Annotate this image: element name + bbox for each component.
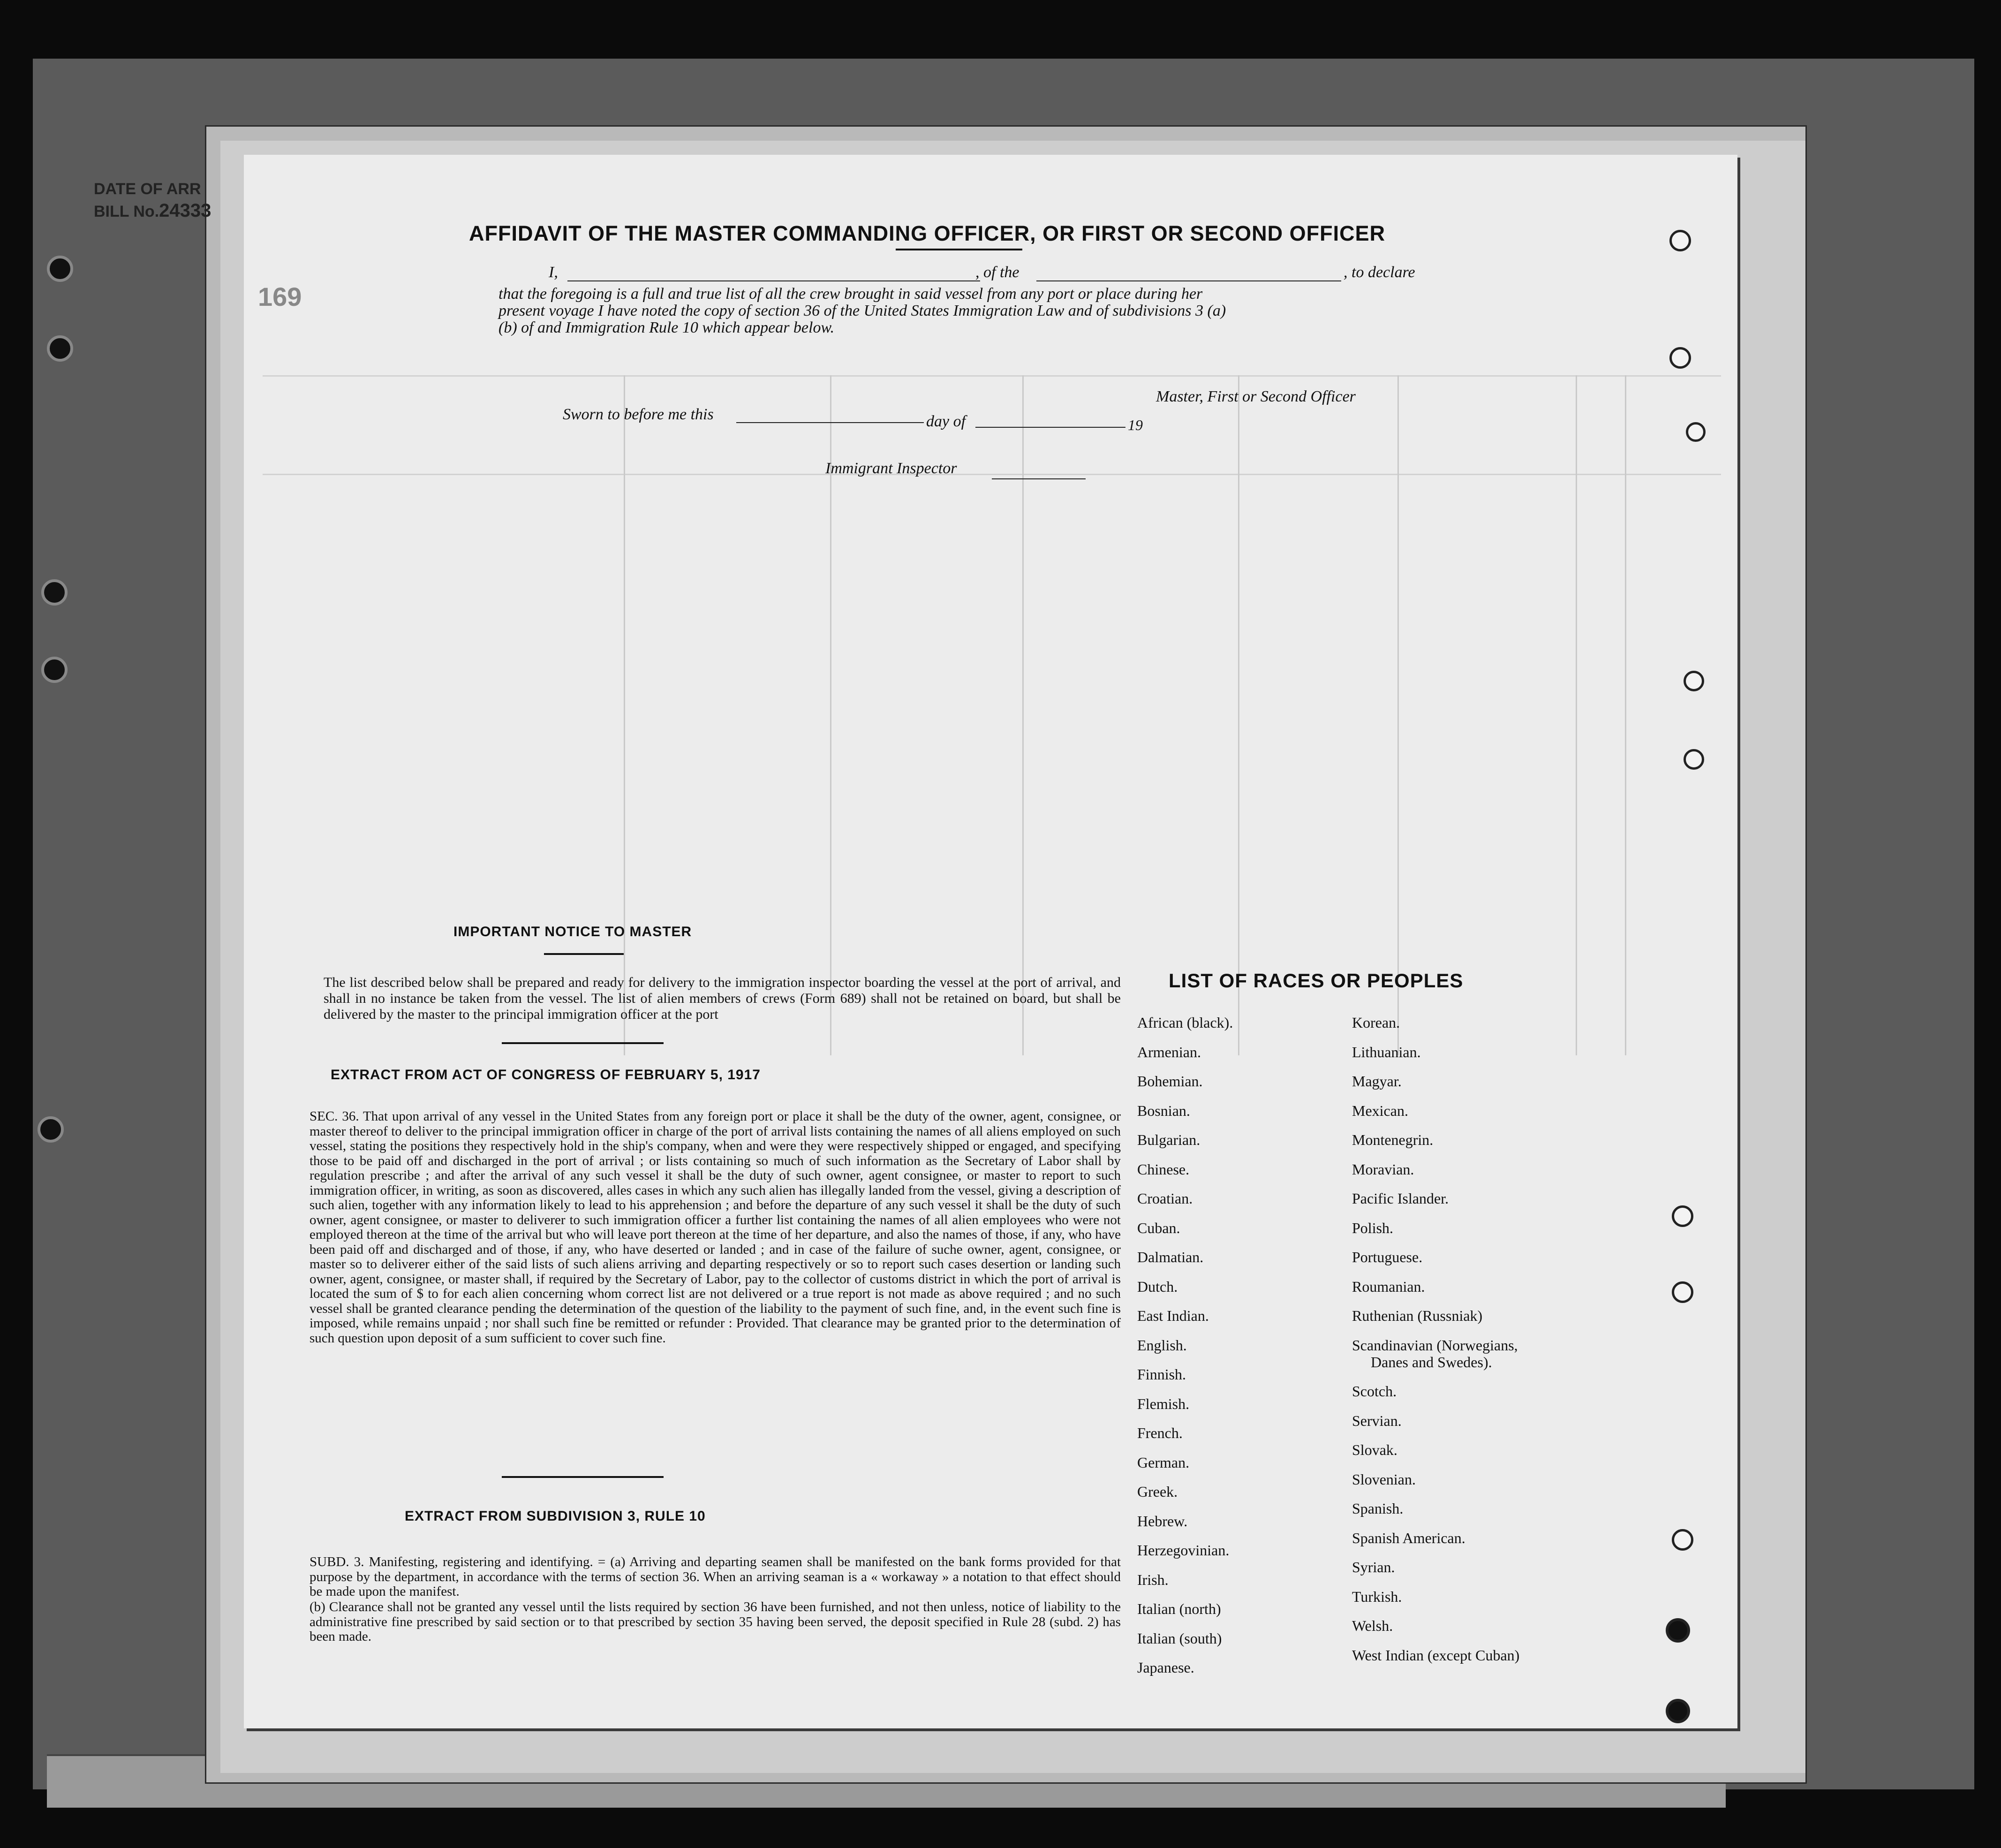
race-item: Bohemian.	[1137, 1073, 1203, 1090]
race-item: Portuguese.	[1352, 1249, 1423, 1265]
binder-hole	[41, 579, 68, 606]
race-item: Ruthenian (Russniak)	[1352, 1307, 1483, 1324]
binder-hole	[1684, 749, 1704, 770]
race-item: Bulgarian.	[1137, 1131, 1201, 1148]
affidavit-line-4: (b) of and Immigration Rule 10 which appear below.	[498, 319, 835, 336]
race-item: Scandinavian (Norwegians,	[1352, 1336, 1518, 1354]
race-item: Syrian.	[1352, 1559, 1395, 1575]
show-through-rule	[1397, 375, 1399, 1055]
race-item: Chinese.	[1137, 1160, 1190, 1178]
race-item: Japanese.	[1137, 1659, 1194, 1676]
race-item: Irish.	[1137, 1571, 1169, 1588]
race-item: Finnish.	[1137, 1366, 1186, 1383]
race-item: Flemish.	[1137, 1395, 1190, 1412]
title-underline	[896, 249, 1022, 250]
race-item: Bosnian.	[1137, 1102, 1190, 1119]
race-item: Welsh.	[1352, 1617, 1393, 1634]
sworn-label: Sworn to before me this	[563, 406, 714, 423]
show-through-rule	[1625, 375, 1626, 1055]
race-item: Moravian.	[1352, 1160, 1414, 1178]
race-item: Armenian.	[1137, 1043, 1201, 1060]
race-item: Korean.	[1352, 1014, 1400, 1031]
race-item: Slovenian.	[1352, 1470, 1416, 1488]
notice-underline	[544, 953, 624, 955]
affidavit-i: I,	[549, 264, 558, 281]
affidavit-title: AFFIDAVIT OF THE MASTER COMMANDING OFFICER, OR FIRST OR SECOND OFFICER	[469, 221, 1386, 245]
page-number: 169	[258, 282, 302, 311]
affidavit-line-2: that the foregoing is a full and true list of all the crew brought in said vessel from any port or place during her	[498, 285, 1203, 303]
race-item: Magyar.	[1352, 1073, 1402, 1090]
race-item: Spanish.	[1352, 1500, 1404, 1517]
extract-act-divider	[502, 1476, 664, 1478]
binder-hole	[1669, 347, 1691, 369]
race-item: Danes and Swedes).	[1371, 1353, 1492, 1371]
affidavit-line-1	[549, 264, 558, 281]
race-item: Mexican.	[1352, 1102, 1408, 1119]
binder-hole	[1684, 671, 1704, 691]
binder-hole	[1686, 422, 1706, 442]
binder-hole	[47, 335, 73, 362]
show-through-rule	[1238, 375, 1239, 1055]
day-of-label: day of	[926, 413, 966, 430]
race-item: Roumanian.	[1352, 1278, 1425, 1295]
binder-hole	[1669, 230, 1691, 251]
race-item: African (black).	[1137, 1014, 1233, 1031]
race-item: Italian (south)	[1137, 1629, 1222, 1647]
race-item: English.	[1137, 1336, 1187, 1354]
notice-body: The list described below shall be prepared and ready for delivery to the immigration inspector boarding the vessel at the port of arrival, and shall in no instance be taken from the vessel. The list of alien members of crews (Form 689) shall not be retained on board, but shall be delivered by the master to the principal immigration officer at the port	[324, 975, 1121, 1022]
binder-hole	[1666, 1699, 1690, 1723]
extract-act-body: SEC. 36. That upon arrival of any vessel in the United States from any foreign port or place it shall be the duty of the owner, agent, consignee, or master thereof to deliver to the principal immigration officer in charge of the port of arrival lists containing the names of all aliens employed on such vessel, stating the positions they respectively hold in the ship's company, when and were they were respectively shipped or engaged, and specifying those to be paid off and discharged in the port of arrival ; or lists containing so much of such information as the Secretary of Labor shall by regulation prescribe ; and after the arrival of any such vessel it shall be the duty of such owner, agent consignee, or master to report to such immigration officer, in writing, as soon as discovered, alles cases in which any such alien has illegally landed from the vessel, giving a description of such alien, together with any information likely to lead to his apprehension ; and before the departure of any such vessel it shall be the duty of such owner, agent consignee, or master to deliverer to such immigration officer a further list containing the names of all alien employees who were not employed thereon at the time of the arrival but who will leave port thereon at the time of her departure, and also the names of those, if any, who have been paid off and discharged and of those, if any, who have deserted or landed ; and in case of the failure of suche owner, agent, consignee, or master so to deliverer either of the said lists of such aliens arriving and departing respectively or so to report such cases desertion or landing such owner, agent, consignee, or master shall, if required by the Secretary of Labor, pay to the collector of customs district in which the port of arrival is located the sum of $ to for each alien concerning whom correct list are not delivered or a true report is not made as above required ; and no such vessel shall be granted clearance pending the determination of the question of the liability to the payment of such fine, and, in the event such fine is imposed, while remains unpaid ; nor shall such fine be remitted or refunder : Provided. That clearance may be granted prior to the determination of such question upon deposit of a sum sufficient to cover such fine.	[310, 1109, 1121, 1346]
binder-hole	[1672, 1205, 1693, 1227]
vessel-fill-line	[1036, 280, 1341, 281]
stub-date-label: DATE OF ARR	[94, 180, 201, 198]
extract-rule-body-b: (b) Clearance shall not be granted any vessel until the lists required by section 36 have been furnished, and not then unless, notice of liability to the administrative fine prescribed by said section or to that prescribed by section 35 having been served, the deposit specified in Rule 28 (subd. 2) has been made.	[310, 1599, 1121, 1644]
show-through-rule	[1576, 375, 1577, 1055]
race-item: Montenegrin.	[1352, 1131, 1434, 1148]
notice-divider	[502, 1042, 664, 1044]
inspector-fill-line	[992, 478, 1086, 479]
binder-hole	[47, 256, 73, 282]
stub-panel	[94, 178, 211, 222]
affidavit-line-3: present voyage I have noted the copy of section 36 of the United States Immigration Law and of subdivisions 3 (a)	[498, 302, 1226, 319]
extract-act-heading: EXTRACT FROM ACT OF CONGRESS OF FEBRUARY 5, 1917	[331, 1067, 761, 1083]
show-through-rule	[1022, 375, 1024, 1055]
show-through-rule	[624, 375, 625, 1055]
race-item: Spanish American.	[1352, 1529, 1465, 1546]
binder-hole	[1672, 1281, 1693, 1303]
race-item: Hebrew.	[1137, 1512, 1188, 1530]
stub-bill-label: BILL No.	[94, 203, 159, 220]
show-through-rule	[263, 474, 1721, 475]
race-item: Herzegovinian.	[1137, 1542, 1230, 1559]
race-item: Lithuanian.	[1352, 1043, 1421, 1060]
race-item: Turkish.	[1352, 1588, 1402, 1605]
affidavit-of-the: , of the	[975, 264, 1019, 281]
race-item: Dalmatian.	[1137, 1249, 1204, 1265]
binder-hole	[1666, 1618, 1690, 1643]
binder-hole	[38, 1116, 64, 1143]
show-through-rule	[263, 375, 1721, 377]
stub-bill-number: 24333	[159, 200, 211, 221]
affidavit-declare: , to declare	[1344, 264, 1415, 281]
affidavit-page	[244, 155, 1737, 1728]
notice-heading: IMPORTANT NOTICE TO MASTER	[453, 924, 692, 939]
race-item: Pacific Islander.	[1352, 1190, 1449, 1207]
race-item: Greek.	[1137, 1483, 1178, 1500]
race-item: Croatian.	[1137, 1190, 1193, 1207]
name-fill-line	[567, 280, 980, 281]
races-heading: LIST OF RACES OR PEOPLES	[1169, 969, 1464, 992]
race-item: East Indian.	[1137, 1307, 1209, 1324]
extract-rule-body-a: SUBD. 3. Manifesting, registering and identifying. = (a) Arriving and departing seamen shall be manifested on the bank forms provided for that purpose by the department, in accordance with the terms of section 36. When an arriving seaman is a « workaway » a notation to that effect should be made upon the manifest.	[310, 1554, 1121, 1599]
race-item: German.	[1137, 1454, 1190, 1471]
binder-hole	[41, 657, 68, 683]
race-item: Dutch.	[1137, 1278, 1178, 1295]
extract-rule-heading: EXTRACT FROM SUBDIVISION 3, RULE 10	[405, 1508, 706, 1524]
race-item: Scotch.	[1352, 1383, 1397, 1400]
officer-label: Master, First or Second Officer	[1156, 388, 1356, 405]
race-item: Polish.	[1352, 1219, 1394, 1236]
race-item: Servian.	[1352, 1412, 1402, 1429]
inspector-label: Immigrant Inspector	[825, 460, 957, 477]
race-item: Cuban.	[1137, 1219, 1180, 1236]
race-item: Italian (north)	[1137, 1600, 1221, 1617]
sworn-fill-line	[736, 422, 924, 423]
binder-hole	[1672, 1529, 1693, 1551]
month-fill-line	[975, 427, 1125, 428]
year-label: 19	[1128, 417, 1143, 433]
race-item: Slovak.	[1352, 1441, 1397, 1458]
race-item: West Indian (except Cuban)	[1352, 1646, 1520, 1664]
race-item: French.	[1137, 1424, 1183, 1441]
